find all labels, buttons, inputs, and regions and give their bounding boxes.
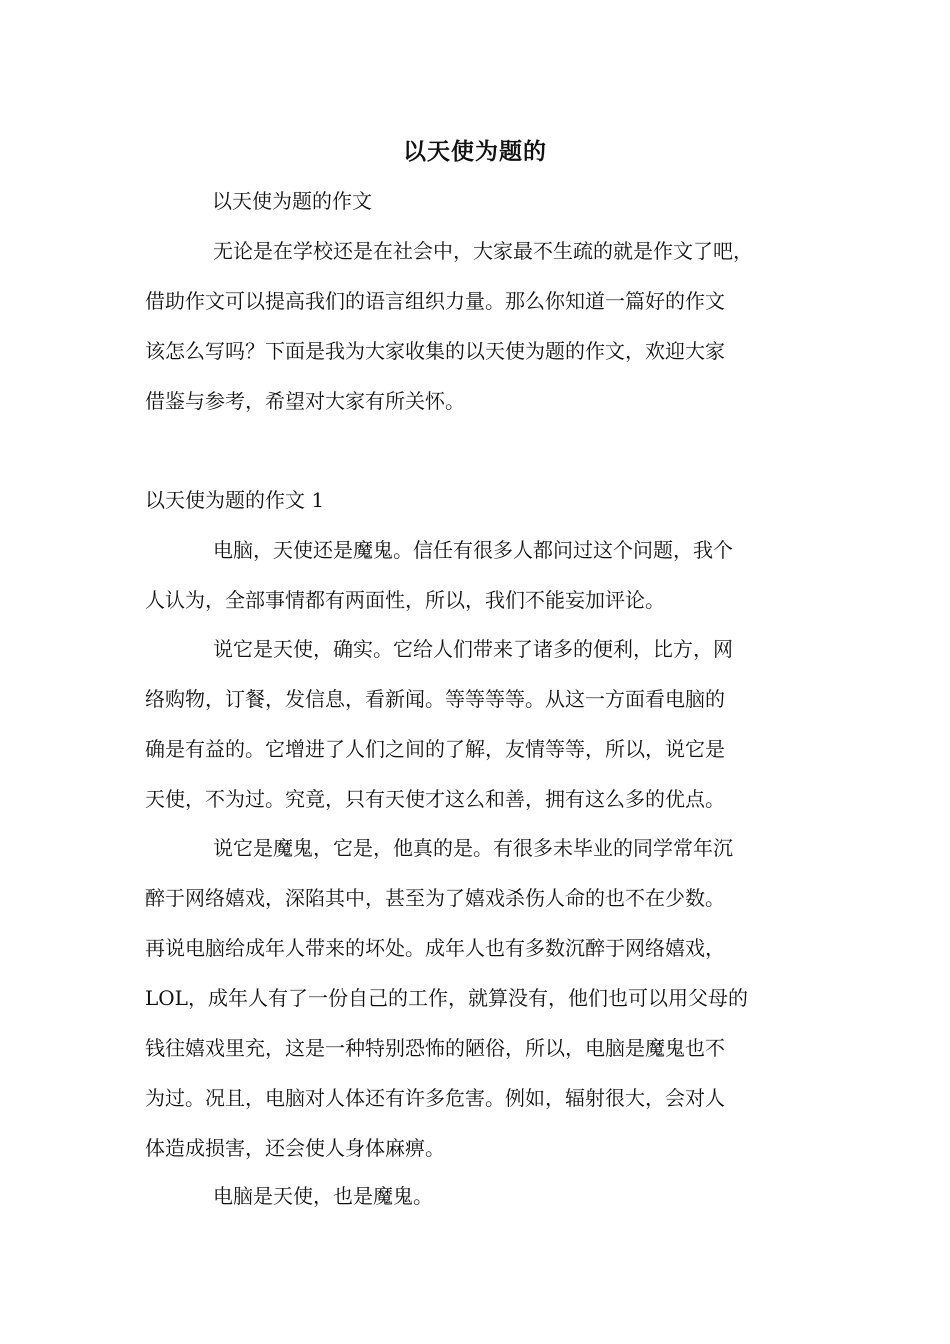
paragraph-line: 钱往嬉戏里充，这是一种特别恐怖的陋俗，所以，电脑是魔鬼也不 [145, 1036, 725, 1060]
section-heading: 以天使为题的作文 1 [145, 488, 325, 512]
intro-line: 该怎么写吗？下面是我为大家收集的以天使为题的作文，欢迎大家 [145, 339, 725, 363]
paragraph-line: 电脑是天使，也是魔鬼。 [213, 1184, 433, 1208]
intro-paragraph [145, 226, 835, 426]
paragraph-line: 确是有益的。它增进了人们之间的了解，友情等等，所以，说它是 [145, 737, 725, 761]
body-paragraph [145, 525, 835, 625]
paragraph-line: LOL，成年人有了一份自己的工作，就算没有，他们也可以用父母的 [145, 986, 748, 1010]
paragraph-line: 体造成损害，还会使人身体麻痹。 [145, 1136, 445, 1160]
paragraph-line: 人认为，全部事情都有两面性，所以，我们不能妄加评论。 [145, 588, 665, 612]
paragraph-line: 再说电脑给成年人带来的坏处。成年人也有多数沉醉于网络嬉戏， [145, 936, 725, 960]
paragraph-line: 说它是天使，确实。它给人们带来了诸多的便利，比方，网 [213, 637, 733, 661]
paragraph-line: 醉于网络嬉戏，深陷其中，甚至为了嬉戏杀伤人命的也不在少数。 [145, 886, 725, 910]
paragraph-line: 说它是魔鬼，它是，他真的是。有很多未毕业的同学常年沉 [213, 836, 733, 860]
paragraph-line: 电脑，天使还是魔鬼。信任有很多人都问过这个问题，我个 [213, 538, 733, 562]
paragraph-line: 天使，不为过。究竟，只有天使才这么和善，拥有这么多的优点。 [145, 787, 725, 811]
document-subtitle: 以天使为题的作文 [212, 189, 372, 213]
intro-line: 无论是在学校还是在社会中，大家最不生疏的就是作文了吧， [213, 239, 753, 263]
paragraph-line: 为过。况且，电脑对人体还有许多危害。例如，辐射很大，会对人 [145, 1086, 725, 1110]
body-paragraph [145, 624, 835, 824]
document-title: 以天使为题的 [403, 138, 547, 165]
body-paragraph [145, 823, 835, 1173]
paragraph-line: 络购物，订餐，发信息，看新闻。等等等等。从这一方面看电脑的 [145, 687, 725, 711]
body-paragraph [145, 1171, 835, 1221]
intro-line: 借助作文可以提高我们的语言组织力量。那么你知道一篇好的作文 [145, 289, 725, 313]
intro-line: 借鉴与参考，希望对大家有所关怀。 [145, 389, 465, 413]
